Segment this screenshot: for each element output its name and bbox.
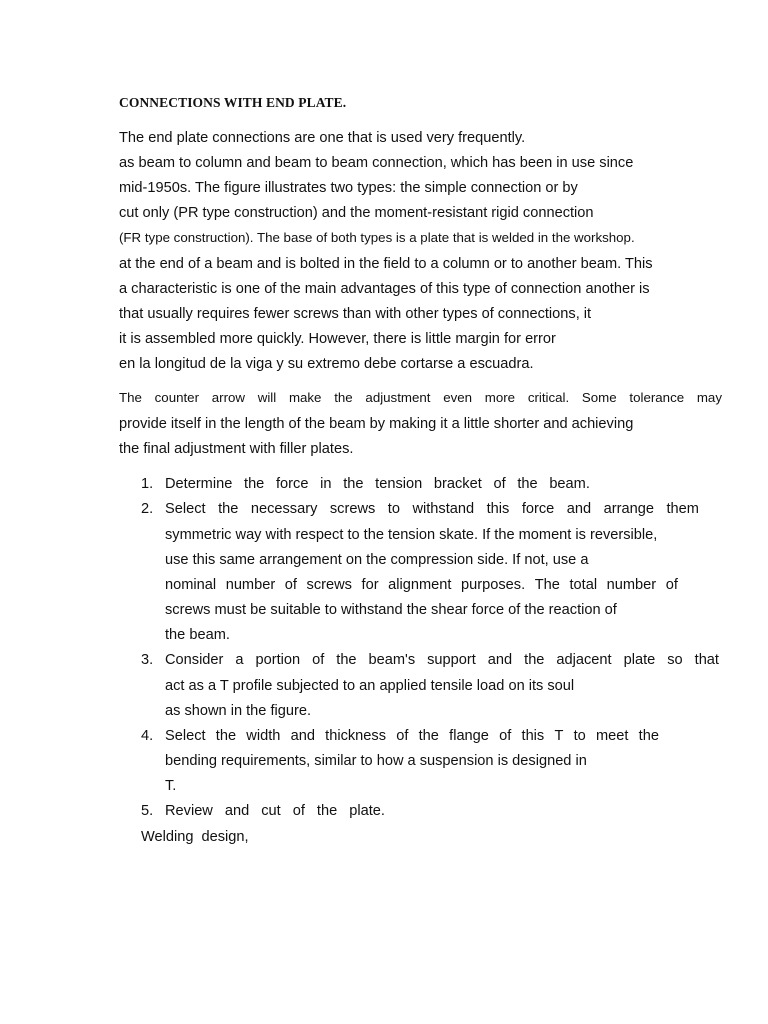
- paragraph-1-line-9: it is assembled more quickly. However, there is little margin for error: [119, 331, 556, 347]
- word: bracket: [433, 476, 482, 492]
- paragraph-1-line-8: that usually requires fewer screws than with other types of connections, it: [119, 306, 592, 322]
- list-item-2-line-1: [165, 500, 699, 518]
- paragraph-2-line-1: [119, 389, 722, 407]
- word: purposes.: [461, 577, 526, 593]
- word: to: [387, 501, 400, 517]
- paragraph-2-line-3: the final adjustment with filler plates.: [119, 441, 354, 457]
- word: the: [524, 652, 545, 668]
- list-item-1-number: 1.: [141, 476, 154, 492]
- paragraph-2-line-2: provide itself in the length of the beam by making it a little shorter and achieving: [119, 416, 634, 432]
- list-item-3-line-3: as shown in the figure.: [165, 703, 312, 719]
- word: them: [666, 501, 699, 517]
- word: plate.: [349, 803, 385, 819]
- word: this: [521, 728, 545, 744]
- word: Review: [165, 803, 213, 819]
- word: arrow: [211, 390, 245, 405]
- paragraph-1-line-5: (FR type construction). The base of both types is a plate that is welded in the workshop.: [119, 230, 635, 245]
- word: and: [290, 728, 315, 744]
- list-item-2-line-2: symmetric way with respect to the tension skate. If the moment is reversible,: [165, 527, 658, 543]
- word: flange: [449, 728, 489, 744]
- word: beam.: [549, 476, 590, 492]
- word: total: [569, 577, 598, 593]
- trailing-heading: Welding design,: [141, 829, 249, 845]
- word: the: [244, 476, 265, 492]
- word: arrange: [603, 501, 654, 517]
- word: thickness: [325, 728, 387, 744]
- word: the: [638, 728, 659, 744]
- word: meet: [595, 728, 629, 744]
- list-item-1-line-1: [165, 475, 590, 493]
- word: Select: [165, 728, 206, 744]
- word: Select: [165, 501, 206, 517]
- list-item-2-line-4: [165, 576, 678, 594]
- word: number: [225, 577, 276, 593]
- word: Determine: [165, 476, 233, 492]
- paragraph-1-line-2: as beam to column and beam to beam connection, which has been in use since: [119, 155, 634, 171]
- word: screws: [306, 577, 352, 593]
- paragraph-1-line-7: a characteristic is one of the main advantages of this type of connection another is: [119, 281, 650, 297]
- word: make: [288, 390, 322, 405]
- paragraph-1-line-6: at the end of a beam and is bolted in the field to a column or to another beam. This: [119, 256, 653, 272]
- word: force: [276, 476, 309, 492]
- list-item-5-line-1: [165, 802, 385, 820]
- word: nominal: [165, 577, 217, 593]
- word: the: [418, 728, 439, 744]
- word: this: [486, 501, 510, 517]
- paragraph-1-line-3: mid-1950s. The figure illustrates two types: the simple connection or by: [119, 180, 578, 196]
- word: beam's: [368, 652, 416, 668]
- word: for: [361, 577, 379, 593]
- word: tension: [375, 476, 423, 492]
- word: of: [665, 577, 678, 593]
- word: the: [218, 501, 239, 517]
- paragraph-1-line-1: The end plate connections are one that is used very frequently.: [119, 130, 526, 146]
- word: withstand: [412, 501, 475, 517]
- word: the: [517, 476, 538, 492]
- word: number: [606, 577, 657, 593]
- word: plate: [623, 652, 656, 668]
- list-item-2-line-6: the beam.: [165, 627, 230, 643]
- word: and: [224, 803, 250, 819]
- word: of: [312, 652, 325, 668]
- list-item-5-number: 5.: [141, 803, 154, 819]
- list-item-3-number: 3.: [141, 652, 154, 668]
- list-item-4-line-3: T.: [165, 778, 177, 794]
- word: the: [215, 728, 237, 744]
- word: Some: [581, 390, 617, 405]
- word: alignment: [388, 577, 452, 593]
- list-item-2-number: 2.: [141, 501, 154, 517]
- paragraph-1-line-10: en la longitud de la viga y su extremo debe cortarse a escuadra.: [119, 356, 534, 372]
- list-item-3-line-1: [165, 651, 719, 669]
- word: tolerance: [629, 390, 685, 405]
- word: screws: [329, 501, 376, 517]
- word: width: [246, 728, 281, 744]
- word: of: [396, 728, 409, 744]
- word: The: [119, 390, 142, 405]
- word: critical.: [527, 390, 570, 405]
- list-item-2-line-5: screws must be suitable to withstand the shear force of the reaction of: [165, 602, 617, 618]
- word: of: [284, 577, 297, 593]
- word: necessary: [250, 501, 318, 517]
- word: the: [316, 803, 338, 819]
- word: cut: [261, 803, 281, 819]
- list-item-4-number: 4.: [141, 728, 154, 744]
- word: and: [566, 501, 592, 517]
- word: portion: [255, 652, 301, 668]
- word: will: [257, 390, 277, 405]
- list-item-3-line-2: act as a T profile subjected to an applied tensile load on its soul: [165, 678, 575, 694]
- word: of: [292, 803, 305, 819]
- word: adjustment: [365, 390, 431, 405]
- word: adjacent: [556, 652, 612, 668]
- word: the: [343, 476, 364, 492]
- list-item-2-line-3: use this same arrangement on the compression side. If not, use a: [165, 552, 589, 568]
- word: so: [667, 652, 683, 668]
- word: support: [427, 652, 476, 668]
- paragraph-1-line-4: cut only (PR type construction) and the moment-resistant rigid connection: [119, 205, 594, 221]
- word: of: [499, 728, 512, 744]
- word: T: [554, 728, 564, 744]
- word: a: [235, 652, 244, 668]
- page-title: CONNECTIONS WITH END PLATE.: [119, 95, 347, 110]
- word: even: [443, 390, 473, 405]
- word: and: [487, 652, 513, 668]
- list-item-4-line-2: bending requirements, similar to how a suspension is designed in: [165, 753, 587, 769]
- list-item-4-line-1: [165, 727, 659, 745]
- word: Consider: [165, 652, 224, 668]
- word: to: [573, 728, 586, 744]
- word: of: [493, 476, 506, 492]
- word: force: [521, 501, 555, 517]
- word: in: [320, 476, 332, 492]
- word: that: [694, 652, 719, 668]
- word: the: [334, 390, 353, 405]
- word: The: [534, 577, 560, 593]
- word: more: [484, 390, 516, 405]
- word: counter: [154, 390, 200, 405]
- word: the: [336, 652, 357, 668]
- word: may: [696, 390, 722, 405]
